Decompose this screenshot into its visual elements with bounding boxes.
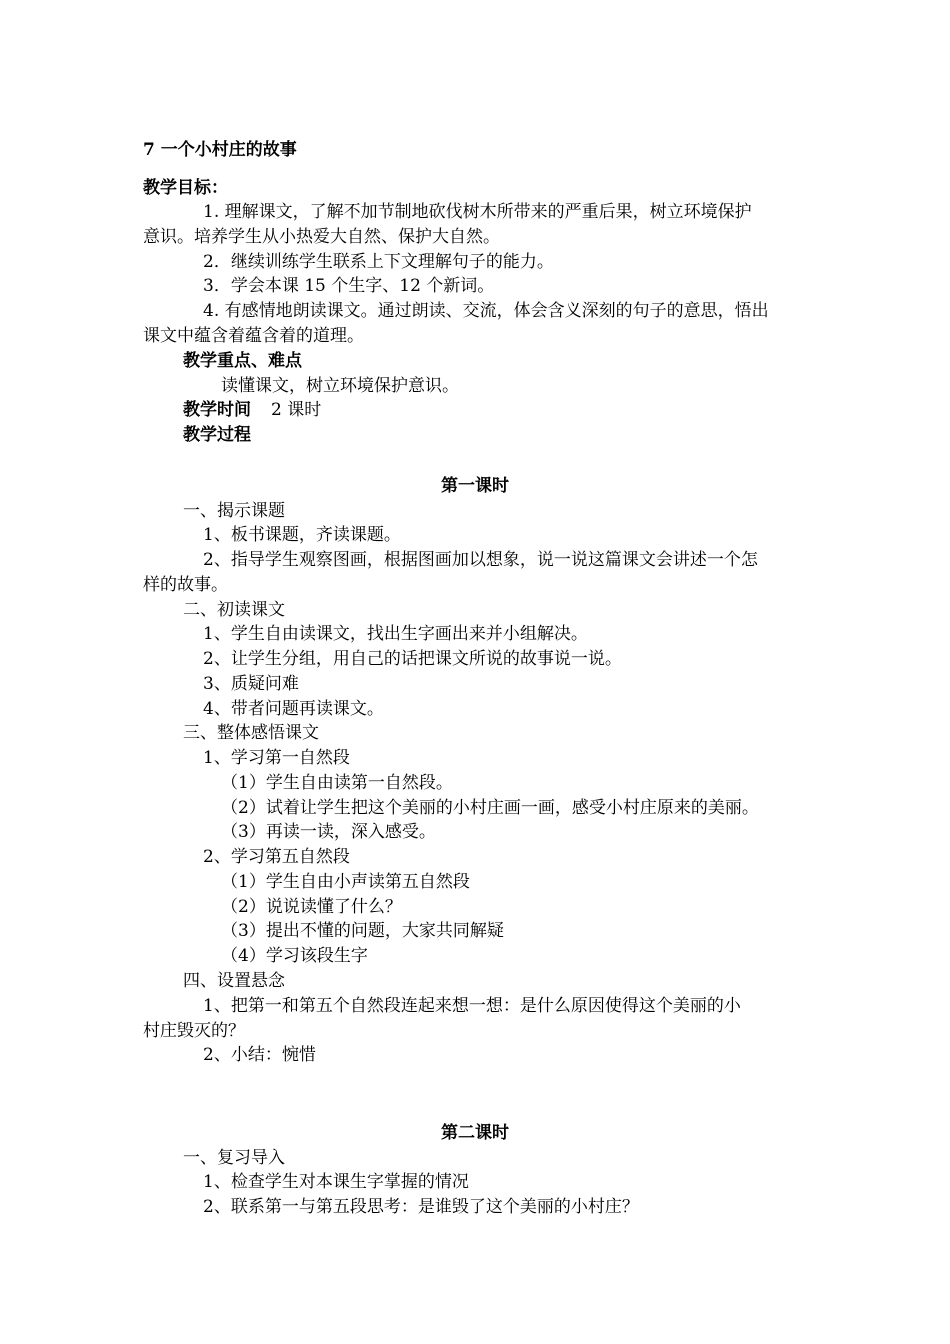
objective-2: 2．继续训练学生联系上下文理解句子的能力。 [203, 252, 554, 272]
focus-heading: 教学重点、难点 [183, 351, 302, 371]
l1-s3-p1-step-3: （3）再读一读，深入感受。 [221, 822, 436, 842]
teaching-time [183, 398, 321, 422]
l2-s1-item-1: 1、检查学生对本课生字掌握的情况 [203, 1172, 469, 1192]
objective-1-line-1: 1. 理解课文，了解不加节制地砍伐树木所带来的严重后果，树立环境保护 [203, 202, 752, 222]
l1-s3-para-2-title: 2、学习第五自然段 [203, 847, 350, 867]
objective-1-line-2: 意识。培养学生从小热爱大自然、保护大自然。 [143, 227, 500, 247]
l1-section-1-title: 一、揭示课题 [183, 501, 285, 521]
l1-s4-item-1-line-1: 1、把第一和第五个自然段连起来想一想：是什么原因使得这个美丽的小 [203, 996, 741, 1016]
process-heading: 教学过程 [183, 425, 251, 445]
l1-s3-para-1-title: 1、学习第一自然段 [203, 748, 350, 768]
lesson-2-heading: 第二课时 [441, 1123, 509, 1143]
teaching-time-label: 教学时间 [183, 400, 251, 420]
l1-section-3-title: 三、整体感悟课文 [183, 723, 319, 743]
l1-s4-item-1-line-2: 村庄毁灭的？ [143, 1021, 245, 1041]
l1-s3-p2-step-4: （4）学习该段生字 [221, 946, 368, 966]
l1-s2-item-3: 3、质疑问难 [203, 674, 299, 694]
l1-s1-item-1: 1、板书课题，齐读课题。 [203, 525, 401, 545]
l1-s4-item-2: 2、小结：惋惜 [203, 1045, 316, 1065]
objective-4-line-1: 4. 有感情地朗读课文。通过朗读、交流，体会含义深刻的句子的意思，悟出 [203, 301, 769, 321]
l1-s3-p1-step-1: （1）学生自由读第一自然段。 [221, 773, 453, 793]
l1-s3-p1-step-2: （2）试着让学生把这个美丽的小村庄画一画，感受小村庄原来的美丽。 [221, 798, 759, 818]
lesson-title: 7 一个小村庄的故事 [143, 140, 297, 160]
l2-s1-item-2: 2、联系第一与第五段思考：是谁毁了这个美丽的小村庄？ [203, 1197, 639, 1217]
l1-section-4-title: 四、设置悬念 [183, 971, 285, 991]
objectives-heading: 教学目标： [143, 178, 228, 198]
teaching-time-value: 2 课时 [271, 400, 322, 420]
lesson-1-heading: 第一课时 [441, 476, 509, 496]
l1-s3-p2-step-1: （1）学生自由小声读第五自然段 [221, 872, 470, 892]
l1-s1-item-2-line-1: 2、指导学生观察图画，根据图画加以想象，说一说这篇课文会讲述一个怎 [203, 550, 758, 570]
l2-section-1-title: 一、复习导入 [183, 1148, 285, 1168]
l1-s3-p2-step-2: （2）说说读懂了什么？ [221, 897, 402, 917]
l1-s1-item-2-line-2: 样的故事。 [143, 575, 228, 595]
focus-text: 读懂课文，树立环境保护意识。 [221, 376, 459, 396]
l1-s2-item-1: 1、学生自由读课文，找出生字画出来并小组解决。 [203, 624, 588, 644]
objective-3: 3．学会本课 15 个生字、12 个新词。 [203, 276, 495, 296]
objective-4-line-2: 课文中蕴含着蕴含着的道理。 [143, 326, 364, 346]
l1-s3-p2-step-3: （3）提出不懂的问题，大家共同解疑 [221, 921, 504, 941]
l1-section-2-title: 二、初读课文 [183, 600, 285, 620]
l1-s2-item-4: 4、带者问题再读课文。 [203, 699, 384, 719]
l1-s2-item-2: 2、让学生分组，用自己的话把课文所说的故事说一说。 [203, 649, 622, 669]
